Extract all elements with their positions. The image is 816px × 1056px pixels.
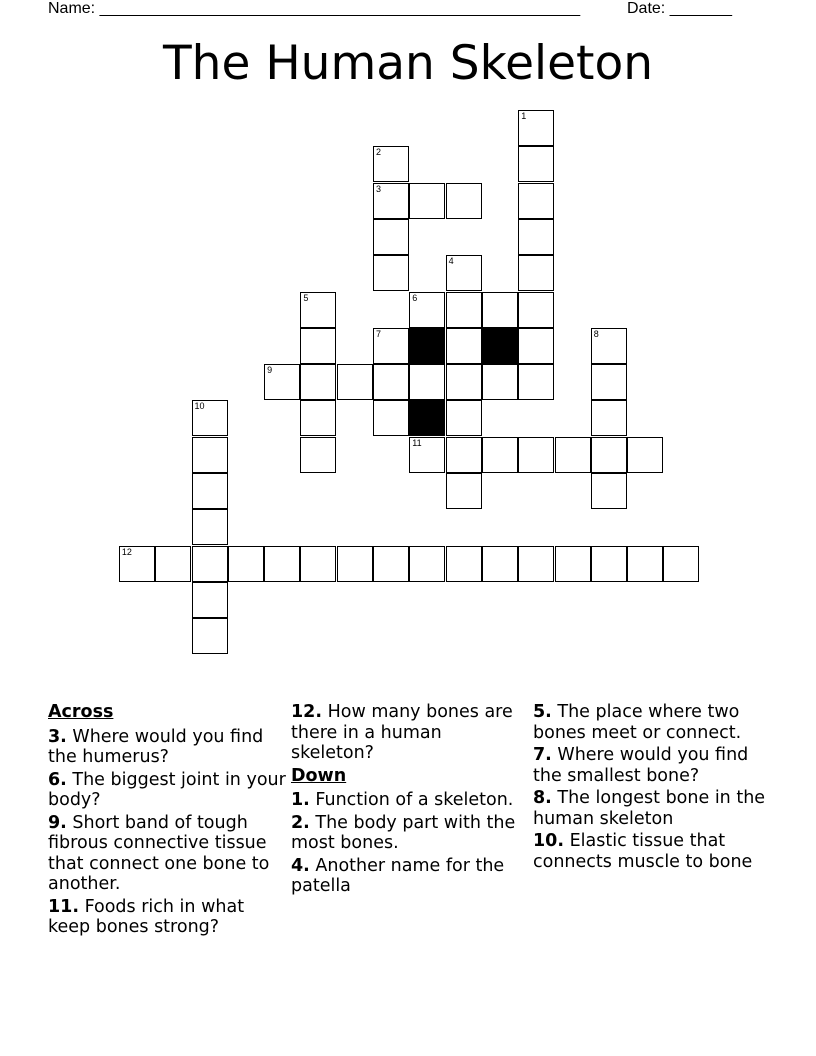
grid-cell[interactable] — [373, 219, 409, 255]
clue-number: 4 — [448, 256, 454, 267]
grid-cell[interactable] — [591, 400, 627, 436]
down-clue-list-cont — [533, 702, 771, 872]
grid-cell[interactable] — [518, 292, 554, 328]
grid-cell[interactable] — [373, 255, 409, 291]
clue-number: 10. — [533, 831, 565, 851]
clue-number: 8 — [593, 328, 599, 339]
clue-item — [533, 788, 771, 829]
page-title: The Human Skeleton — [162, 36, 654, 91]
clue-item — [533, 831, 771, 872]
grid-cell[interactable] — [373, 546, 409, 582]
grid-cell[interactable] — [192, 618, 228, 654]
grid-cell[interactable] — [482, 292, 518, 328]
grid-cell[interactable] — [518, 255, 554, 291]
down-clue-list — [291, 790, 529, 897]
clue-item — [291, 702, 529, 764]
clue-text: The biggest joint in your body? — [48, 769, 286, 810]
clue-number: 11 — [412, 437, 422, 448]
grid-cell[interactable] — [446, 437, 482, 473]
clue-number: 10 — [194, 401, 205, 412]
grid-cell[interactable] — [627, 546, 663, 582]
grid-cell[interactable] — [409, 292, 445, 328]
grid-cell[interactable] — [300, 400, 336, 436]
clue-item — [291, 856, 529, 897]
grid-cell[interactable] — [518, 219, 554, 255]
clue-number: 9 — [267, 365, 273, 376]
grid-cell[interactable] — [373, 364, 409, 400]
grid-cell[interactable] — [300, 437, 336, 473]
black-cell — [409, 328, 445, 364]
grid-cell[interactable] — [555, 546, 591, 582]
grid-cell[interactable] — [119, 546, 155, 582]
across-heading: Across — [48, 702, 114, 722]
clue-item — [291, 790, 529, 811]
grid-cell[interactable] — [300, 546, 336, 582]
grid-cell[interactable] — [337, 546, 373, 582]
grid-cell[interactable] — [591, 546, 627, 582]
grid-cell[interactable] — [192, 546, 228, 582]
grid-cell[interactable] — [446, 183, 482, 219]
clue-number: 4. — [291, 855, 310, 876]
grid-cell[interactable] — [192, 509, 228, 545]
black-cell — [482, 328, 518, 364]
grid-cell[interactable] — [482, 546, 518, 582]
grid-cell[interactable] — [264, 364, 300, 400]
grid-cell[interactable] — [591, 328, 627, 364]
grid-cell[interactable] — [446, 255, 482, 291]
clue-number: 7 — [376, 328, 382, 339]
clue-number: 1 — [521, 111, 527, 121]
grid-cell[interactable] — [446, 473, 482, 509]
grid-cell[interactable] — [591, 364, 627, 400]
grid-cell[interactable] — [518, 437, 554, 473]
grid-cell[interactable] — [409, 546, 445, 582]
clue-text: Where would you find the humerus? — [48, 726, 264, 767]
grid-cell[interactable] — [518, 110, 554, 146]
grid-cell[interactable] — [300, 328, 336, 364]
across-clue-list-cont — [291, 702, 529, 764]
clues-column-2 — [291, 702, 529, 899]
grid-cell[interactable] — [192, 437, 228, 473]
clue-number: 12. — [291, 702, 323, 722]
clue-text: Another name for the patella — [291, 855, 505, 896]
clue-number: 5 — [303, 292, 309, 303]
grid-cell[interactable] — [409, 437, 445, 473]
black-cell — [409, 400, 445, 436]
grid-cell[interactable] — [373, 183, 409, 219]
clue-number: 6. — [48, 769, 67, 790]
grid-cell[interactable] — [373, 146, 409, 182]
clue-item — [291, 813, 529, 854]
date-line: Date: _______ — [627, 0, 732, 17]
clue-number: 12 — [121, 546, 132, 557]
clue-number: 9. — [48, 812, 67, 833]
grid-cell[interactable] — [192, 400, 228, 436]
clue-number: 3. — [48, 726, 67, 747]
grid-cell[interactable] — [518, 328, 554, 364]
clue-item — [48, 770, 286, 811]
grid-cell[interactable] — [409, 183, 445, 219]
grid-cell[interactable] — [446, 546, 482, 582]
clue-text: The body part with the most bones. — [291, 812, 516, 853]
down-heading: Down — [291, 765, 347, 786]
grid-cell[interactable] — [300, 364, 336, 400]
clue-number: 11. — [48, 896, 80, 917]
grid-cell[interactable] — [518, 364, 554, 400]
clue-text: Function of a skeleton. — [309, 790, 514, 810]
grid-cell[interactable] — [446, 364, 482, 400]
clue-text: How many bones are there in a human skeleton? — [291, 702, 513, 763]
clue-number: 3 — [376, 183, 382, 194]
grid-cell[interactable] — [482, 437, 518, 473]
clue-number: 2 — [376, 147, 382, 158]
grid-cell[interactable] — [446, 292, 482, 328]
clue-number: 1. — [291, 790, 310, 810]
grid-cell[interactable] — [518, 146, 554, 182]
clues-column-1 — [48, 702, 286, 940]
clue-item — [533, 745, 771, 786]
grid-cell[interactable] — [591, 437, 627, 473]
grid-cell[interactable] — [627, 437, 663, 473]
grid-cell[interactable] — [591, 473, 627, 509]
clue-item — [48, 897, 286, 938]
grid-cell[interactable] — [264, 546, 300, 582]
grid-cell[interactable] — [518, 546, 554, 582]
clue-number: 8. — [533, 788, 552, 808]
name-line: Name: ______________________________________________________ — [48, 0, 581, 17]
clue-number: 7. — [533, 745, 552, 765]
grid-cell[interactable] — [446, 328, 482, 364]
clue-item — [533, 702, 771, 743]
across-clue-list — [48, 727, 286, 938]
clue-text: Where would you find the smallest bone? — [533, 745, 749, 786]
grid-cell[interactable] — [228, 546, 264, 582]
grid-cell[interactable] — [373, 328, 409, 364]
clue-text: Elastic tissue that connects muscle to bone — [533, 831, 753, 872]
clue-item — [48, 727, 286, 768]
grid-cell[interactable] — [482, 364, 518, 400]
grid-cell[interactable] — [192, 582, 228, 618]
grid-cell[interactable] — [518, 183, 554, 219]
grid-cell[interactable] — [337, 364, 373, 400]
clue-number: 6 — [412, 292, 418, 303]
grid-cell[interactable] — [555, 437, 591, 473]
clue-text: Short band of tough fibrous connective tissue that connect one bone to another. — [48, 812, 270, 894]
grid-cell[interactable] — [155, 546, 191, 582]
clues-column-3 — [533, 702, 771, 874]
clue-number: 2. — [291, 812, 310, 833]
grid-cell[interactable] — [192, 473, 228, 509]
grid-cell[interactable] — [446, 400, 482, 436]
grid-cell[interactable] — [373, 400, 409, 436]
grid-cell[interactable] — [409, 364, 445, 400]
grid-cell[interactable] — [663, 546, 699, 582]
clue-item — [48, 813, 286, 895]
clue-text: The longest bone in the human skeleton — [533, 788, 766, 829]
grid-cell[interactable] — [300, 292, 336, 328]
clue-number: 5. — [533, 702, 552, 722]
clue-text: Foods rich in what keep bones strong? — [48, 896, 245, 937]
clue-text: The place where two bones meet or connect. — [533, 702, 742, 743]
